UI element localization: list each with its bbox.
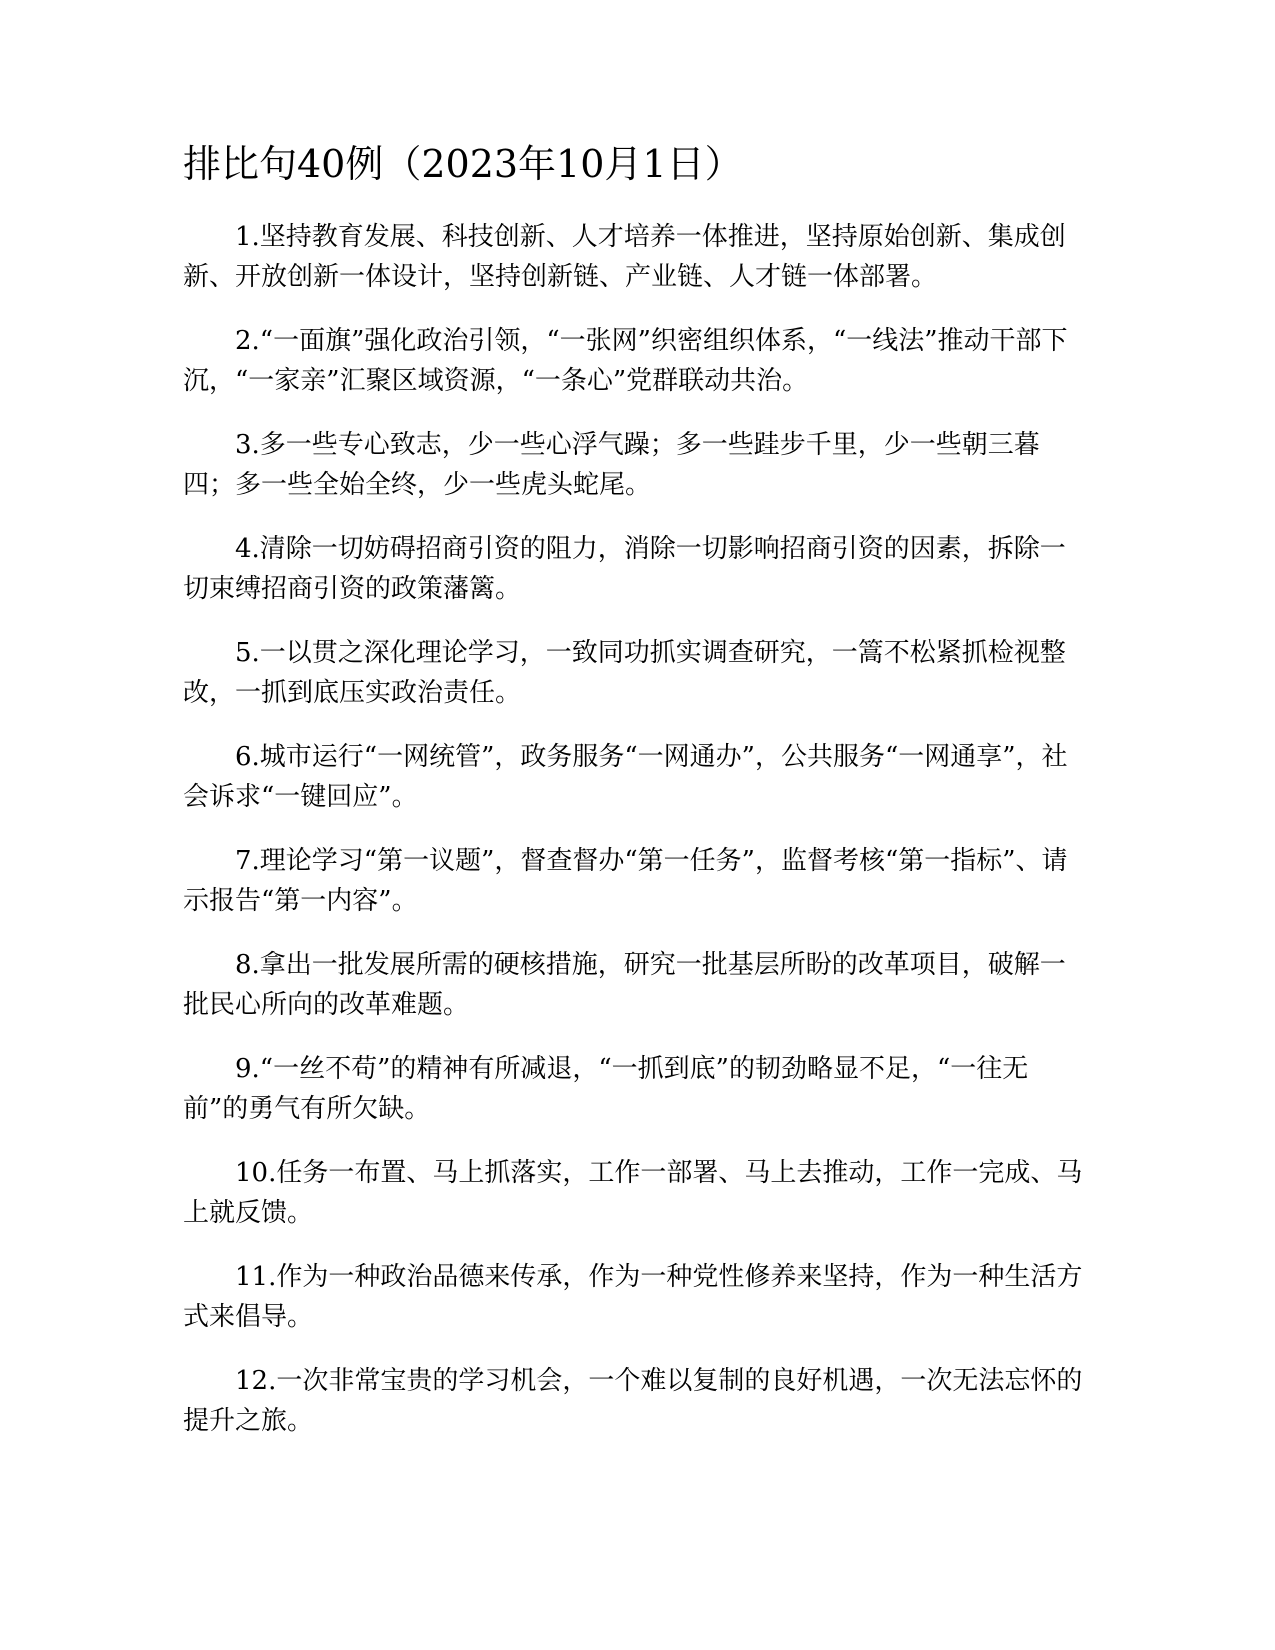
paragraph-8: 8.拿出一批发展所需的硬核措施，研究一批基层所盼的改革项目，破解一批民心所向的改革难题。 <box>183 950 1066 1021</box>
paragraph-9: 9.“一丝不苟”的精神有所减退，“一抓到底”的韧劲略显不足，“一往无前”的勇气有所欠缺。 <box>183 1054 1029 1125</box>
paragraph-7: 7.理论学习“第一议题”，督查督办“第一任务”，监督考核“第一指标”、请示报告“第一内容”。 <box>183 846 1068 917</box>
paragraph-4: 4.清除一切妨碍招商引资的阻力，消除一切影响招商引资的因素，拆除一切束缚招商引资的政策藩篱。 <box>183 534 1066 605</box>
paragraph-2: 2.“一面旗”强化政治引领，“一张网”织密组织体系，“一线法”推动干部下沉，“一家亲”汇聚区域资源，“一条心”党群联动共治。 <box>183 326 1068 397</box>
document-title: 排比句40例（2023年10月1日） <box>183 142 743 186</box>
paragraph-5: 5.一以贯之深化理论学习，一致同功抓实调查研究，一篙不松紧抓检视整改，一抓到底压实政治责任。 <box>183 638 1066 709</box>
paragraph-1: 1.坚持教育发展、科技创新、人才培养一体推进，坚持原始创新、集成创新、开放创新一体设计，坚持创新链、产业链、人才链一体部署。 <box>183 222 1066 293</box>
paragraph-11: 11.作为一种政治品德来传承，作为一种党性修养来坚持，作为一种生活方式来倡导。 <box>183 1262 1083 1333</box>
paragraph-10: 10.任务一布置、马上抓落实，工作一部署、马上去推动，工作一完成、马上就反馈。 <box>183 1158 1083 1229</box>
paragraph-12: 12.一次非常宝贵的学习机会，一个难以复制的良好机遇，一次无法忘怀的提升之旅。 <box>183 1366 1083 1437</box>
paragraph-6: 6.城市运行“一网统管”，政务服务“一网通办”，公共服务“一网通享”，社会诉求“一键回应”。 <box>183 742 1068 813</box>
document-page <box>183 140 1083 1465</box>
paragraph-3: 3.多一些专心致志，少一些心浮气躁；多一些跬步千里，少一些朝三暮四；多一些全始全终，少一些虎头蛇尾。 <box>183 430 1040 501</box>
